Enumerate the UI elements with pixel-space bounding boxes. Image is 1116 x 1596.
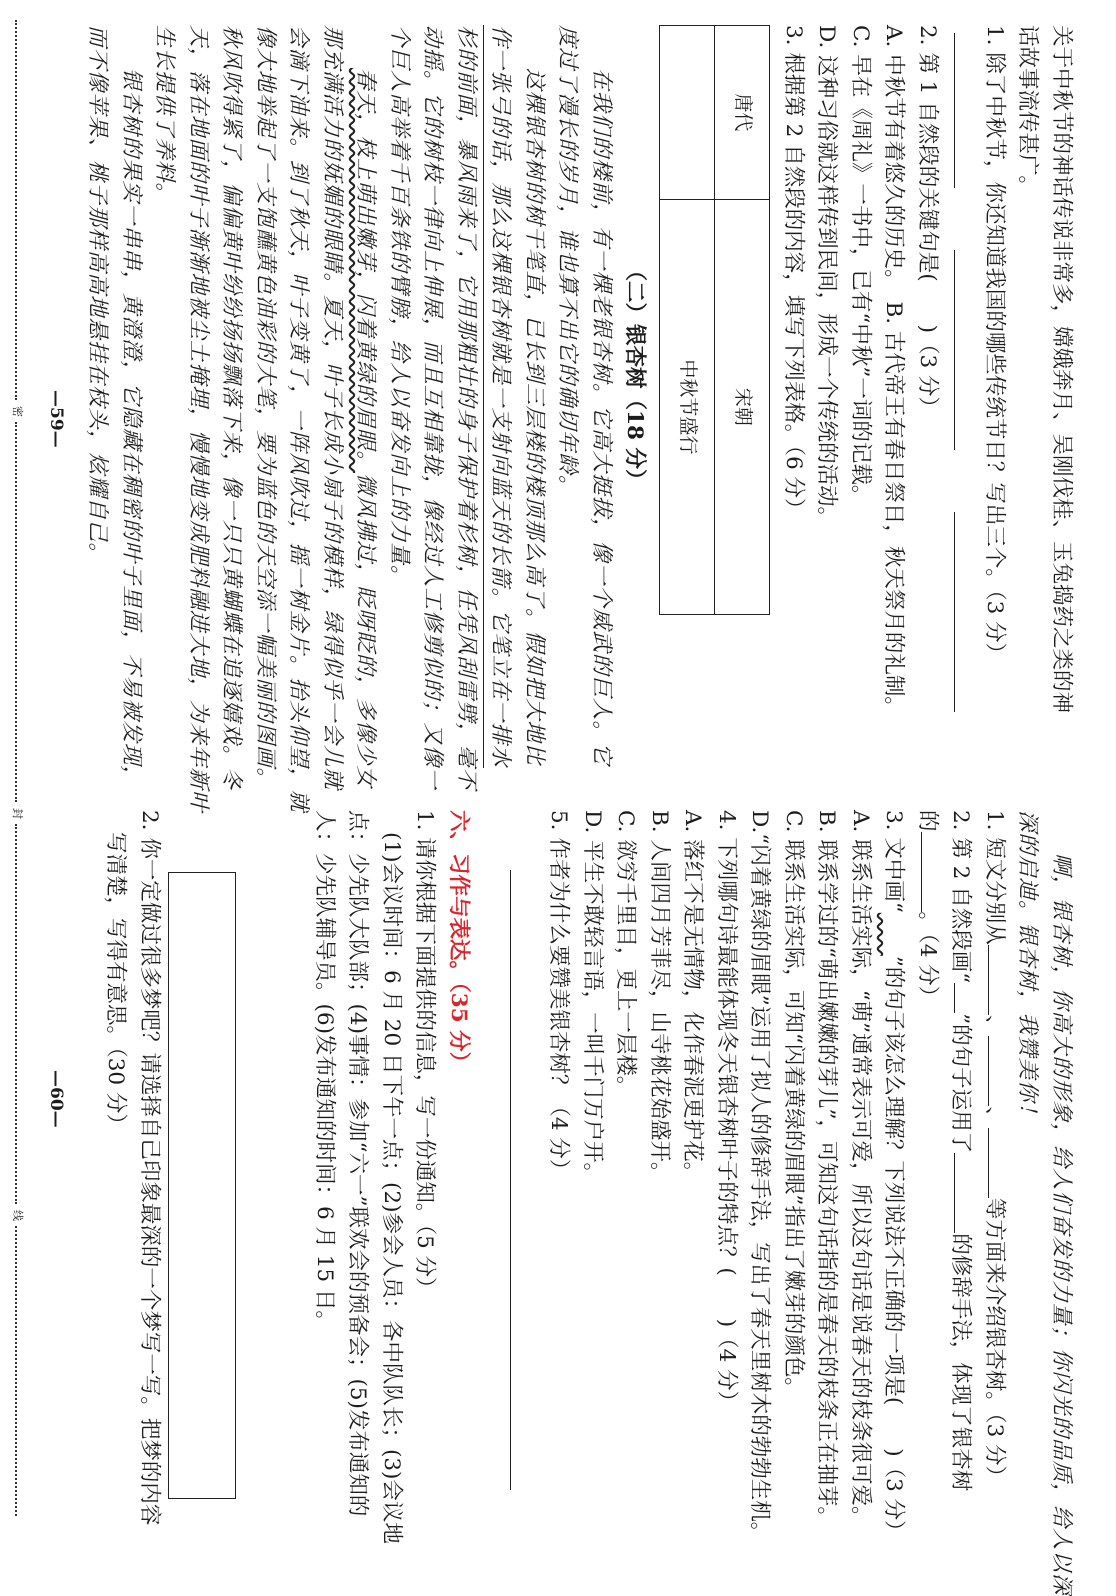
- option-ab: A. 中秋节有着悠久的历史。 B. 古代帝王有春日祭日，秋天祭月的礼制。: [881, 25, 907, 718]
- writing-2-prompt: 写清楚，写得有意思。（30 分）: [103, 832, 129, 1135]
- question-3: 3. 根据第 2 自然段的内容，填写下列表格。（6 分）: [781, 25, 806, 520]
- paragraph-line: 秋风吹得紧了，偏偏黄叶纷纷扬扬飘落下来，像一只只黄蝴蝶在追逐嬉戏。冬: [219, 25, 245, 791]
- margin-label: 线: [11, 1210, 24, 1221]
- question-5: 5. 作者为什么要赞美银杏树？（4 分）: [546, 810, 572, 1181]
- writing-1: 1. 请你根据下面提供的信息，写一份通知。（5 分）: [412, 810, 438, 1299]
- paragraph-line: 在我们的楼前，有一棵老银杏树。它高大挺拔，像一个威武的巨人。它: [589, 68, 614, 766]
- wavy-sentence: 春天，枝上萌出嫩芽，闪着黄绿的眉眼。: [353, 68, 379, 474]
- writing-2-prompt: 2. 你一定做过很多梦吧？请选择自己印象最深的一个梦写一写。把梦的内容: [137, 810, 162, 1526]
- paragraph-line: 这棵银杏树的树干笔直，已长到三层楼的楼顶那么高了。假如把大地比: [522, 68, 547, 766]
- table-cell: 宋朝: [715, 199, 770, 614]
- paragraph-line: 银杏树的果实一串串，黄澄澄，它隐藏在稠密的叶子里面，不易被发现，: [119, 68, 144, 789]
- option-d: D. 平生不敢轻言语，一叫千门万户开。: [580, 810, 605, 1185]
- paragraph-line: 那充满活力的妩媚的眼睛。夏天，叶子长成小扇子的模样，绿得似乎一会儿就: [320, 25, 345, 791]
- answer-blank[interactable]: [955, 983, 976, 1013]
- page-59-body: [81, 25, 1078, 813]
- intro-line: 关于中秋节的神话传说非常多，嫦娥奔月、吴刚伐桂、玉兔捣药之类的神: [1049, 25, 1074, 714]
- paragraph-line: 春天，枝上萌出嫩芽，闪着黄绿的眉眼。微风拂过，眨呀眨的，多像少女: [353, 68, 379, 789]
- answer-blank[interactable]: [955, 512, 976, 712]
- answer-blank[interactable]: [988, 945, 1009, 1015]
- table-cell-blank[interactable]: [660, 26, 715, 200]
- answer-blanks: [944, 25, 978, 725]
- writing-answer-box[interactable]: [168, 872, 236, 1499]
- table-cell: 中秋节盛行: [660, 199, 715, 614]
- option-c: C. 联系生活实际，可知“闪着黄绿的眉眼”指出了嫩芽的颜色。: [781, 810, 806, 1399]
- question-2: 2. 第 2 自然段画“”的句子运用了的修辞手法，体现了银杏树: [948, 810, 974, 1492]
- paragraph-line: 天，落在地面的叶子渐渐地被尘土掩埋，慢慢地变成肥料融进大地，为来年新叶: [186, 25, 211, 813]
- answer-blank[interactable]: [988, 1128, 1009, 1198]
- answer-blank[interactable]: [988, 1036, 1009, 1106]
- question-2: 2. 第 1 自然段的关键句是( )（3 分）: [915, 25, 940, 418]
- wavy-marker: [882, 913, 907, 956]
- writing-1-info: 人：少先队辅导员。(6)发布通知的时间：6 月 15 日。: [312, 810, 337, 1332]
- question-3: 3. 文中画“ ”的句子该怎么理解？下列说法不正确的一项是( )（3 分）: [881, 810, 907, 1542]
- option-b: B. 人间四月芳菲尽，山寺桃花始盛开。: [647, 810, 672, 1184]
- question-4: 4. 下列哪句诗最能体现冬天银杏树叶子的特点？( )（4 分）: [714, 810, 739, 1413]
- section-title: （二）银杏树（18 分）: [622, 259, 648, 491]
- answer-blank[interactable]: [955, 33, 976, 188]
- option-a: A. 联系生活实际，“萌”通常表示可爱，所以这句话是说春天的枝条很可爱。: [848, 810, 873, 1528]
- question-1: 1. 除了中秋节，你还知道我国的哪些传统节日？写出三个。（3 分）: [982, 25, 1007, 665]
- table-cell: 唐代: [715, 26, 770, 200]
- question-1: 1. 短文分别从、、等方面来介绍银杏树。（3 分）: [982, 810, 1007, 1488]
- question-2-cont: 的。（4 分）: [915, 810, 940, 1008]
- paragraph-line: 动摇。它的树枝一律向上伸展，而且互相靠拢，像经过人工修剪似的；又像一: [420, 25, 446, 791]
- paragraph-line: 像大地举起了一支饱蘸黄色油彩的大笔，要为蓝色的天空添一幅美丽的图画。: [253, 25, 278, 791]
- answer-blank[interactable]: [955, 1153, 976, 1233]
- writing-1-info: (1)会议时间：6 月 20 日下午一点；(2)参会人员：各中队队长；(3)会议地: [379, 832, 404, 1544]
- section-6-title: 六、习作与表达。（35 分）: [446, 810, 471, 1074]
- page-number: —59—: [46, 390, 66, 448]
- option-c: C. 欲穷千里目，更上一层楼。: [613, 810, 639, 1098]
- answer-blank[interactable]: [921, 832, 942, 912]
- margin-label: 封: [11, 808, 24, 819]
- option-d: D. 这种习俗就这样传到民间，形成一个传统的活动。: [814, 25, 840, 529]
- paragraph-line: 度过了漫长的岁月，谁也算不出它的确切年龄。: [555, 25, 581, 498]
- paragraph-line: 生长提供了养料。: [152, 25, 178, 206]
- underlined-sentence: 作一张弓的话，那么这棵银杏树就是一支射向蓝天的长箭。它笔立在一排水: [483, 25, 518, 768]
- option-d: D.“闪着黄绿的眉眼”运用了拟人的修辞手法，写出了春天里树木的勃勃生机。: [747, 810, 773, 1544]
- option-a: A. 落红不是无情物，化作春泥更护花。: [680, 810, 706, 1184]
- paragraph-line: 杉的前面，暴风雨来了，它用那粗壮的身子保护着杉树，任凭风刮雷劈，毫不: [454, 25, 479, 791]
- option-c: C. 早在《周礼》一书中，已有“中秋”一词的记载。: [848, 25, 873, 507]
- page-60-body: [308, 810, 1079, 1596]
- paragraph-line: 会滴下油来。到了秋天，叶子变黄了，一阵风吹过，摇一树金片。抬头仰望，就: [286, 25, 312, 813]
- paragraph-line: 而不像苹果、桃子那样高高地悬挂在枝头，炫耀自己。: [85, 25, 111, 566]
- option-b: B. 联系学过的“萌出嫩嫩的芽儿”，可知这句话指的是春天的枝条正在抽芽。: [814, 810, 840, 1528]
- paragraph-line: 深的启迪。银杏树，我赞美你！: [1015, 810, 1041, 1126]
- binding-margin: [6, 20, 26, 1520]
- paragraph-line: 个巨人高举着千百条铁的臂膀，给人以奋发向上的力量。: [387, 25, 412, 588]
- notice-box-top-rule: [510, 870, 511, 1490]
- writing-1-info: 点：少先队大队部；(4)事情：参加“六一”联欢会的预备会；(5)发布通知的: [345, 810, 371, 1517]
- page-number: —60—: [46, 1070, 66, 1128]
- writing-2: [99, 810, 166, 1530]
- paragraph-line: 啊，银杏树，你高大的形象，给人们奋发的力量；你闪光的品质，给人以深: [1049, 853, 1074, 1596]
- intro-line: 话故事流传甚广。: [1015, 25, 1041, 198]
- answer-blank[interactable]: [955, 250, 976, 450]
- margin-label: 密: [11, 406, 24, 417]
- fill-table: [660, 25, 771, 615]
